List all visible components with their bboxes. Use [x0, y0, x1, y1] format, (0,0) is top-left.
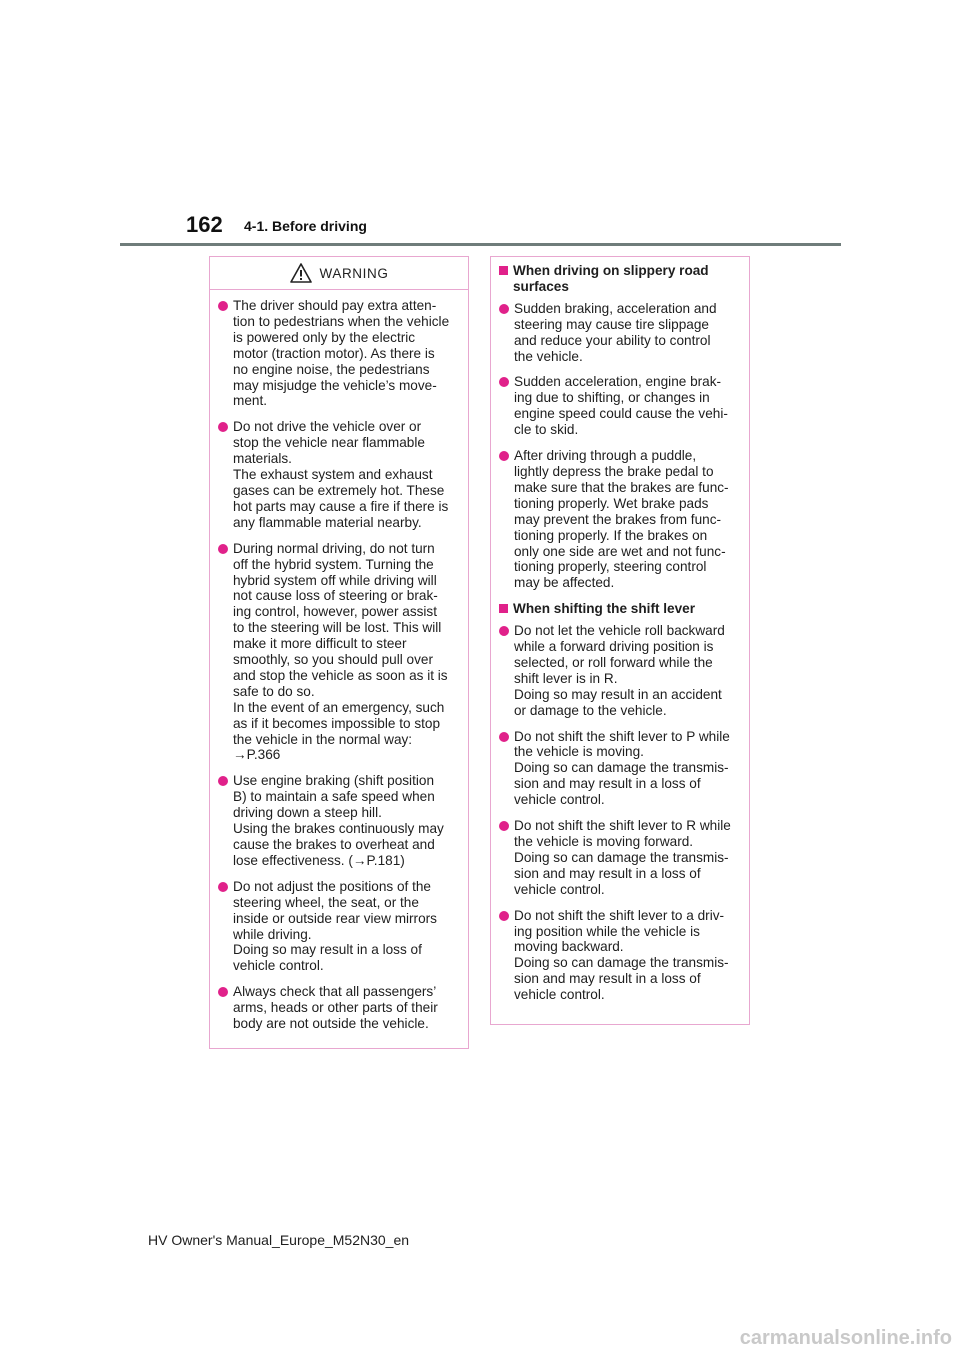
warning-item: [499, 448, 741, 591]
warning-item: [499, 729, 741, 809]
warning-item-text: Do not drive the vehicle over or stop the vehicle near flammable materials. The exhaust system and exhaust gases can be extremely hot. These hot parts may cause a fire if there is any flammable material nearby.: [233, 419, 449, 530]
header-rule: [120, 243, 841, 246]
warning-item: [499, 301, 741, 365]
warning-item: [499, 623, 741, 718]
warning-item-text: Do not shift the shift lever to P while the vehicle is moving. Doing so can damage the transmis- sion and may result in a loss of vehicle control.: [514, 728, 730, 808]
bullet-icon: [218, 882, 228, 892]
warning-item-text: Sudden acceleration, engine brak- ing due to shifting, or changes in engine speed could cause the vehi- cle to skid.: [514, 374, 728, 438]
bullet-icon: [499, 821, 509, 831]
warning-items: [210, 290, 468, 1032]
warning-item: [499, 374, 741, 438]
page-number: 162: [186, 212, 223, 237]
bullet-icon: [499, 732, 509, 742]
warning-item-text: Do not let the vehicle roll backward while a forward driving position is selected, or roll forward while the shift lever is in R. Doing so may result in an accident or damage to the vehicle.: [514, 623, 725, 718]
warning-triangle-icon: [290, 263, 312, 283]
bullet-icon: [499, 911, 509, 921]
warning-item-text: Sudden braking, acceleration and steering may cause tire slippage and reduce your ability to control the vehicle.: [514, 300, 717, 364]
warning-box: [209, 256, 469, 1049]
warning-item-text: Do not adjust the positions of the steering wheel, the seat, or the inside or outside rear view mirrors while driving. Doing so may result in a loss of vehicle control.: [233, 878, 437, 974]
warning-item-text: Use engine braking (shift position B) to maintain a safe speed when driving down a steep hill. Using the brakes continuously may cause the brakes to overheat and lose effectiveness. (→P.181): [233, 773, 444, 868]
section-heading-text: When driving on slippery road surfaces: [513, 263, 709, 294]
warning-header: [210, 257, 468, 290]
bullet-icon: [218, 301, 228, 311]
watermark[interactable]: carmanualsonline.info: [739, 1327, 952, 1349]
warning-item: [218, 541, 460, 764]
warning-item-text: Always check that all passengers’ arms, heads or other parts of their body are not outside the vehicle.: [233, 984, 438, 1032]
bullet-icon: [218, 422, 228, 432]
warning-item-text: Do not shift the shift lever to R while the vehicle is moving forward. Doing so can damage the transmis- sion and may result in a loss of vehicle control.: [514, 818, 731, 897]
warning-item-text: The driver should pay extra atten- tion to pedestrians when the vehicle is powered only by the electric motor (traction motor). As there is no engine noise, the pedestrians may misjudge the vehicle’s move- ment.: [233, 298, 450, 409]
warning-item: [218, 419, 460, 530]
bullet-icon: [499, 626, 509, 636]
bullet-icon: [218, 987, 228, 997]
warning-item: [218, 984, 460, 1032]
bullet-icon: [499, 451, 509, 461]
warning-item: [218, 298, 460, 409]
warning-item-text: After driving through a puddle, lightly depress the brake pedal to make sure that the brakes are func- tioning properly. Wet brake pads may prevent the brakes from func- tioning properly. If the brakes on only one side are wet and not func- tioning properly, steering control may be affected.: [514, 448, 729, 591]
warning-item: [499, 818, 741, 898]
warning-item: [499, 908, 741, 1003]
bullet-icon: [218, 544, 228, 554]
bullet-icon: [218, 776, 228, 786]
section-heading-shift-lever: [499, 601, 741, 617]
warning-item: [218, 879, 460, 974]
bullet-icon: [499, 377, 509, 387]
section-heading-text: When shifting the shift lever: [513, 601, 696, 617]
square-bullet-icon: [499, 266, 508, 275]
bullet-icon: [499, 304, 509, 314]
warning-item: [218, 773, 460, 868]
warning-continued-box: [490, 256, 750, 1025]
warning-item-text: Do not shift the shift lever to a driv- ing position while the vehicle is moving backward. Doing so can damage the transmis- sion and may result in a loss of vehicle control.: [514, 907, 729, 1003]
warning-item-text: During normal driving, do not turn off the hybrid system. Turning the hybrid system off while driving will not cause loss of steering or brak- ing control, however, power assist to the steering will be lost. This will make it more difficult to steer smoothly, so you should pull over and stop the vehicle as soon as it is safe to do so. In the event of an emergency, such as if it becomes impossible to stop the vehicle in the normal way: →P.366: [233, 540, 448, 763]
warning-continued-items: [491, 257, 749, 1003]
square-bullet-icon: [499, 604, 508, 613]
warning-title: WARNING: [319, 265, 389, 281]
section-title: 4-1. Before driving: [244, 218, 367, 234]
manual-footer: HV Owner's Manual_Europe_M52N30_en: [148, 1232, 410, 1248]
section-heading-slippery-roads: [499, 263, 741, 295]
